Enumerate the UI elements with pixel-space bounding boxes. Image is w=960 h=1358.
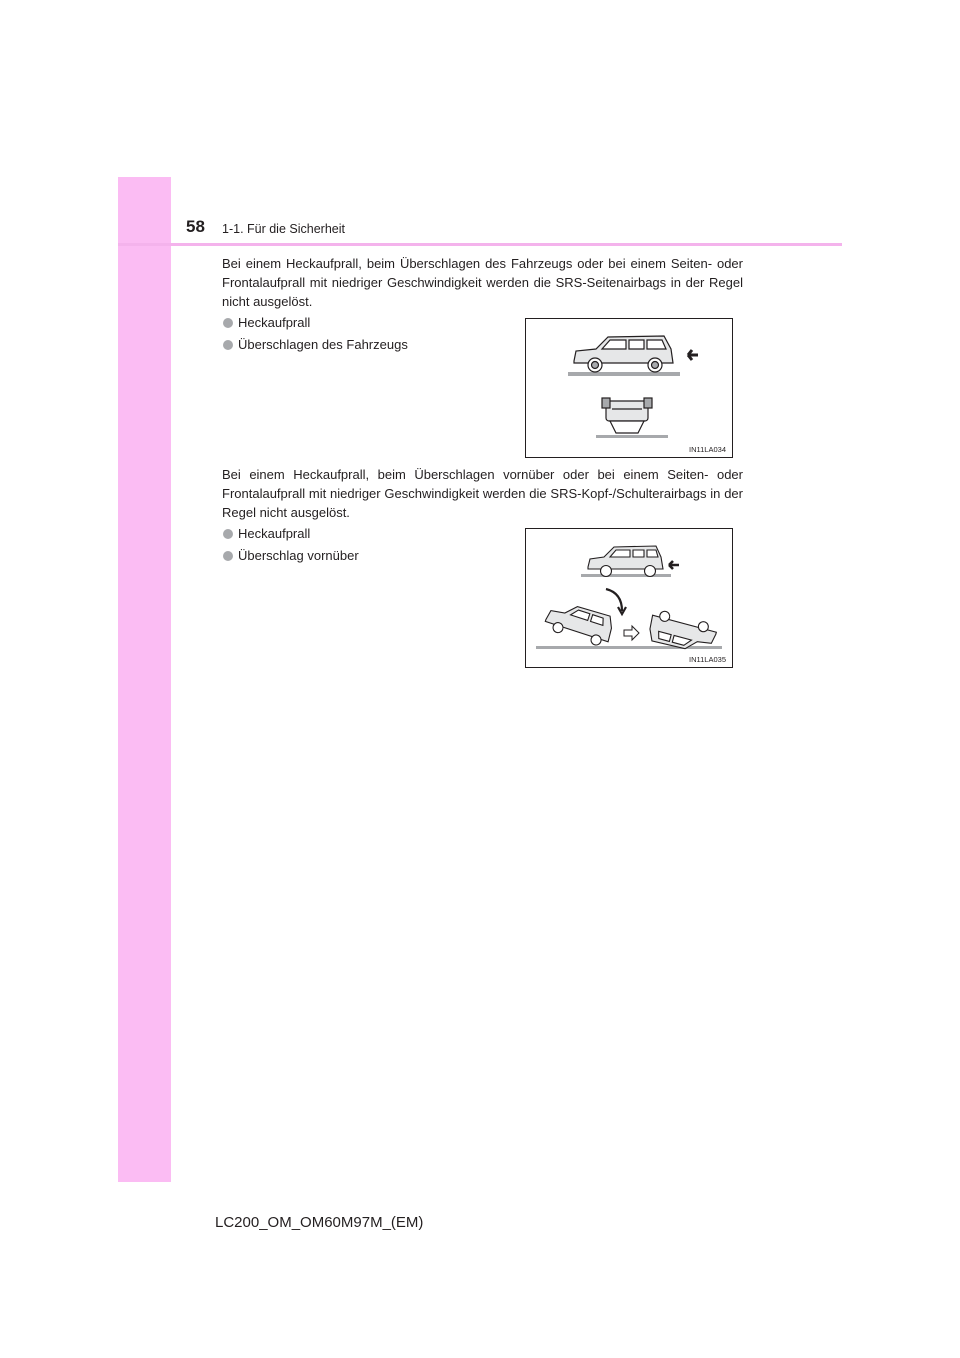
bullet-label: Überschlag vornüber (238, 548, 359, 563)
vehicle-illustration (526, 529, 732, 667)
bullet-item (223, 337, 408, 352)
impact-arrow-icon (688, 350, 698, 360)
paragraph-side-airbags: Bei einem Heckaufprall, beim Überschlagen des Fahrzeugs oder bei einem Seiten- oder Frontalaufprall mit niedriger Geschwindigkeit werden die SRS-Seitenairbags in der Regel nicht ausgelöst. (222, 256, 743, 309)
section-title: 1-1. Für die Sicherheit (222, 222, 345, 236)
ground-line-2 (536, 646, 722, 649)
side-margin-bar (118, 177, 171, 1182)
bullet-label: Überschlagen des Fahrzeugs (238, 337, 408, 352)
figure-curtain-airbag-cases (525, 528, 733, 668)
ground-line-2 (596, 435, 668, 438)
transition-arrow-icon (624, 626, 639, 640)
impact-arrow-icon (669, 561, 679, 569)
page-number: 58 (186, 217, 205, 236)
suv-tilting-icon (543, 598, 616, 649)
paragraph-curtain-airbags: Bei einem Heckaufprall, beim Überschlagen vornüber oder bei einem Seiten- oder Frontalaufprall mit niedriger Geschwindigkeit werden die SRS-Kopf-/Schulterairbags in der Regel nicht ausgelöst. (222, 467, 743, 520)
bullet-item (223, 315, 310, 330)
suv-side-icon (574, 336, 673, 372)
ground-line (581, 574, 671, 577)
bullet-icon (223, 340, 233, 350)
bullet-item (223, 526, 310, 541)
bullet-item (223, 548, 359, 563)
suv-overturned-icon (646, 608, 718, 656)
bullet-label: Heckaufprall (238, 315, 311, 330)
bullet-icon (223, 529, 233, 539)
document-id: LC200_OM_OM60M97M_(EM) (215, 1214, 424, 1231)
figure-code: IN11LA035 (689, 655, 726, 664)
suv-side-icon (588, 546, 663, 577)
bullet-icon (223, 318, 233, 328)
bullet-label: Heckaufprall (238, 526, 311, 541)
bullet-icon (223, 551, 233, 561)
vehicle-illustration (526, 319, 732, 457)
figure-code: IN11LA034 (689, 445, 726, 454)
figure-side-airbag-cases (525, 318, 733, 458)
curved-arrow-icon (606, 589, 626, 614)
ground-line (568, 372, 680, 376)
suv-overturned-icon (602, 398, 652, 433)
header-divider (118, 243, 842, 246)
